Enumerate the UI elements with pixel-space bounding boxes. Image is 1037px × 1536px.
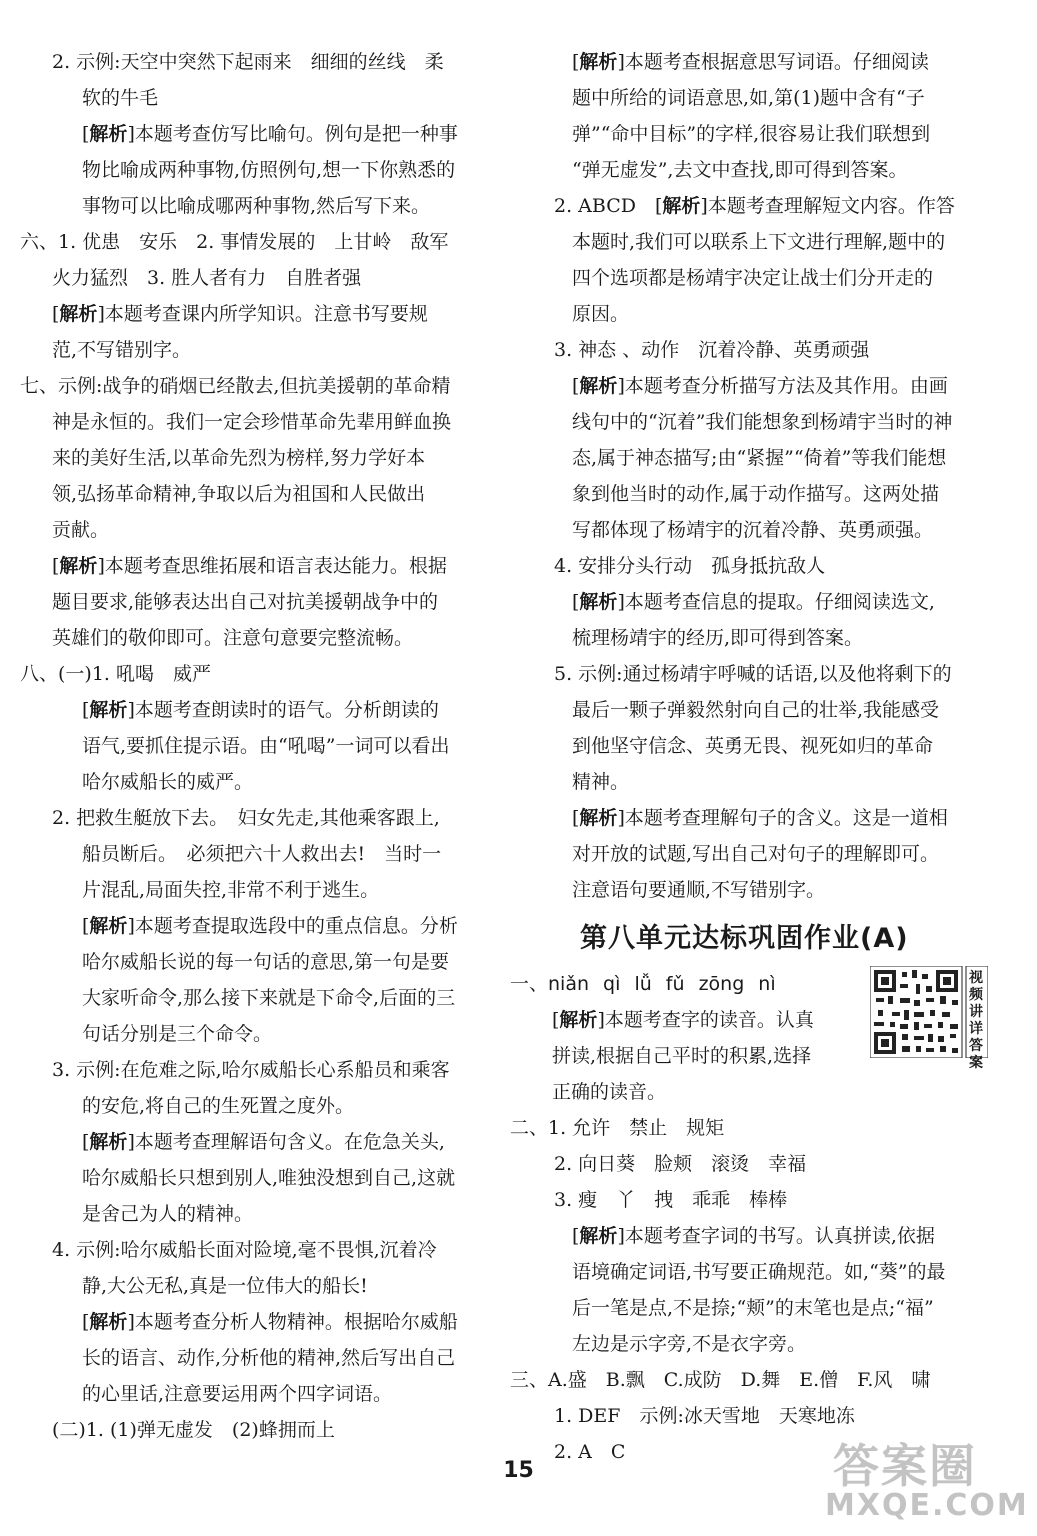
line-text: 本题考查分析描写方法及其作用。由画: [624, 375, 948, 397]
text-line: [572, 728, 933, 764]
line-text: 贡献。: [52, 519, 110, 541]
text-line: [554, 1182, 787, 1218]
text-line: [554, 1146, 806, 1182]
text-line: [解析]本题考查字的读音。认真: [552, 1009, 814, 1031]
analysis-label: 解析: [89, 699, 128, 721]
text-line: [20, 368, 450, 404]
text-line: [52, 44, 444, 80]
line-text: 大家听命令,那么接下来就是下命令,后面的三: [82, 987, 456, 1009]
line-text: 后一笔是点,不是捺;“颊”的末笔也是点;“福”: [572, 1297, 934, 1319]
text-line: [20, 656, 211, 692]
line-text: 八、(一)1. 吼喝 威严: [20, 663, 211, 685]
text-line: [572, 116, 930, 152]
line-text: 本题考查信息的提取。仔细阅读选文,: [624, 591, 935, 613]
line-text: 静,大公无私,真是一位伟大的船长!: [82, 1275, 368, 1297]
line-text: 精神。: [572, 771, 630, 793]
text-line: [82, 764, 253, 800]
text-line: [554, 1398, 855, 1434]
line-text: (二)1. (1)弹无虚发 (2)蜂拥而上: [52, 1419, 335, 1441]
line-text: 六、1. 优患 安乐 2. 事情发展的 上甘岭 敌军: [20, 231, 449, 253]
analysis-label: 解析: [89, 915, 128, 937]
line-text: 哈尔威船长的威严。: [82, 771, 254, 793]
text-line: [510, 1362, 930, 1398]
line-text: 4. 示例:哈尔威船长面对险境,毫不畏惧,沉着冷: [52, 1239, 437, 1261]
line-text: 态,属于神态描写;由“紧握”“倚着”等我们能想: [572, 447, 947, 469]
analysis-label: 解析: [59, 303, 98, 325]
text-line: [572, 836, 939, 872]
text-line: [52, 800, 440, 836]
line-text: 线句中的“沉着”我们能想象到杨靖宇当时的神: [572, 411, 953, 433]
text-line: [解析]本题考查仿写比喻句。例句是把一种事: [82, 123, 458, 145]
text-line: [解析]本题考查提取选段中的重点信息。分析: [82, 915, 458, 937]
text-line: [82, 836, 441, 872]
text-line: [82, 1268, 368, 1304]
line-text: 3. 示例:在危难之际,哈尔威船长心系船员和乘客: [52, 1059, 450, 1081]
watermark-logo-text: 答案圈: [833, 1439, 977, 1493]
line-text: 船员断后。 必须把六十人救出去! 当时一: [82, 843, 442, 865]
line-text: 领,弘扬革命精神,争取以后为祖国和人民做出: [52, 483, 426, 505]
line-text: 本题考查字的读音。认真: [604, 1009, 814, 1031]
text-line: [解析]本题考查信息的提取。仔细阅读选文,: [572, 591, 935, 613]
line-text: 神是永恒的。我们一定会珍惜革命先辈用鲜血换: [52, 411, 452, 433]
line-text: 本题考查理解句子的含义。这是一道相: [624, 807, 948, 829]
line-text: 3. 神态 、动作 沉着冷静、英勇顽强: [554, 339, 870, 361]
watermark: [817, 1430, 1027, 1530]
line-text: 的安危,将自己的生死置之度外。: [82, 1095, 355, 1117]
analysis-label: 解析: [89, 1131, 128, 1153]
line-text: 梳理杨靖宇的经历,即可得到答案。: [572, 627, 864, 649]
text-line: [572, 764, 629, 800]
line-text: 拼读,根据自己平时的积累,选择: [552, 1045, 812, 1067]
text-line: [82, 980, 455, 1016]
line-text: 片混乱,局面失控,非常不利于逃生。: [82, 879, 380, 901]
text-line: [解析]本题考查课内所学知识。注意书写要规: [52, 303, 428, 325]
text-line: [572, 152, 908, 188]
text-line: [52, 440, 425, 476]
line-text: 最后一颗子弹毅然射向自己的壮举,我能感受: [572, 699, 940, 721]
line-text: 本题考查课内所学知识。注意书写要规: [104, 303, 428, 325]
text-line: [52, 332, 191, 368]
text-line: [52, 476, 425, 512]
line-text: 弹”“命中目标”的字样,很容易让我们联想到: [572, 123, 931, 145]
line-text: 1. DEF 示例:冰天雪地 天寒地冻: [554, 1405, 855, 1427]
line-text: 象到他当时的动作,属于动作描写。这两处描: [572, 483, 940, 505]
line-text: 英雄们的敬仰即可。注意句意要完整流畅。: [52, 627, 414, 649]
analysis-label: 解析: [579, 1225, 618, 1247]
text-line: [510, 966, 776, 1002]
text-line: [20, 224, 448, 260]
line-text: 语气,要抓住提示语。由“吼喝”一词可以看出: [82, 735, 450, 757]
line-text: 火力猛烈 3. 胜人者有力 自胜者强: [52, 267, 362, 289]
text-line: [572, 692, 939, 728]
analysis-label: 解析: [89, 123, 128, 145]
line-text: 一、: [510, 973, 549, 995]
text-line: [572, 80, 925, 116]
analysis-label: 解析: [579, 375, 618, 397]
line-text: 本题考查根据意思写词语。仔细阅读: [624, 51, 929, 73]
analysis-label: 解析: [579, 591, 618, 613]
line-text: 2. 向日葵 脸颊 滚烫 幸福: [554, 1153, 807, 1175]
line-text: 本题考查字词的书写。认真拼读,依据: [624, 1225, 935, 1247]
line-text: 长的语言、动作,分析他的精神,然后写出自己: [82, 1347, 456, 1369]
line-text: 物比喻成两种事物,仿照例句,想一下你熟悉的: [82, 159, 456, 181]
text-line: 2. ABCD [解析]本题考查理解短文内容。作答: [554, 195, 955, 217]
text-line: [解析]本题考查分析人物精神。根据哈尔威船: [82, 1311, 458, 1333]
analysis-label: 解析: [662, 195, 701, 217]
line-text: 原因。: [572, 303, 630, 325]
line-text: 七、示例:战争的硝烟已经散去,但抗美援朝的革命精: [20, 375, 451, 397]
text-line: [552, 1074, 666, 1110]
text-line: [解析]本题考查思维拓展和语言表达能力。根据: [52, 555, 447, 577]
text-line: [572, 224, 945, 260]
text-line: [572, 620, 863, 656]
text-line: [82, 872, 379, 908]
text-line: [52, 404, 451, 440]
text-line: [82, 1376, 392, 1412]
text-line: [82, 1196, 253, 1232]
text-line: [554, 332, 869, 368]
line-text: 哈尔威船长说的每一句话的意思,第一句是要: [82, 951, 450, 973]
text-line: [解析]本题考查根据意思写词语。仔细阅读: [572, 51, 929, 73]
text-line: [82, 1160, 455, 1196]
text-line: [解析]本题考查字词的书写。认真拼读,依据: [572, 1225, 935, 1247]
line-text: 到他坚守信念、英勇无畏、视死如归的革命: [572, 735, 934, 757]
text-line: [572, 1254, 946, 1290]
text-line: [82, 728, 449, 764]
section-title: 第八单元达标巩固作业(A): [580, 923, 909, 954]
line-text: 二、1. 允许 禁止 规矩: [510, 1117, 725, 1139]
line-text: 本题考查朗读时的语气。分析朗读的: [134, 699, 439, 721]
line-text: 范,不写错别字。: [52, 339, 192, 361]
text-line: [解析]本题考查理解句子的含义。这是一道相: [572, 807, 948, 829]
line-text: 4. 安排分头行动 孤身抵抗敌人: [554, 555, 826, 577]
line-text: 句话分别是三个命令。: [82, 1023, 273, 1045]
text-line: [解析]本题考查理解语句含义。在危急关头,: [82, 1131, 445, 1153]
line-text: 题中所给的词语意思,如,第(1)题中含有“子: [572, 87, 925, 109]
text-line: [解析]本题考查分析描写方法及其作用。由画: [572, 375, 948, 397]
text-line: [82, 152, 455, 188]
line-text: 2. A C: [554, 1441, 626, 1463]
analysis-label: 解析: [559, 1009, 598, 1031]
line-text: “弹无虚发”,去文中查找,即可得到答案。: [572, 159, 908, 181]
line-text: 2. 把救生艇放下去。 妇女先走,其他乘客跟上,: [52, 807, 440, 829]
analysis-label: 解析: [59, 555, 98, 577]
analysis-label: 解析: [579, 807, 618, 829]
line-text: 5. 示例:通过杨靖宇呼喊的话语,以及他将剩下的: [554, 663, 952, 685]
line-text: 注意语句要通顺,不写错别字。: [572, 879, 826, 901]
text-line: [572, 512, 933, 548]
line-text: 左边是示字旁,不是衣字旁。: [572, 1333, 807, 1355]
line-text: 本题考查思维拓展和语言表达能力。根据: [104, 555, 447, 577]
page-number: 15: [503, 1458, 534, 1483]
line-text: 事物可以比喻成哪两种事物,然后写下来。: [82, 195, 431, 217]
text-line: [572, 260, 933, 296]
text-line: [572, 476, 939, 512]
text-line: [82, 1340, 455, 1376]
line-text: 2. 示例:天空中突然下起雨来 细细的丝线 柔: [52, 51, 444, 73]
text-line: [554, 656, 952, 692]
text-line: [52, 1232, 437, 1268]
text-line: [52, 260, 361, 296]
text-line: [82, 188, 430, 224]
text-line: [52, 512, 109, 548]
text-line: [552, 1038, 811, 1074]
text-line: [572, 1290, 934, 1326]
text-line: [572, 296, 629, 332]
line-text: 本题考查仿写比喻句。例句是把一种事: [134, 123, 458, 145]
line-text: 三、A.盛 B.飘 C.成防 D.舞 E.僧 F.风 啸: [510, 1369, 931, 1391]
text-line: [572, 404, 952, 440]
line-text: 本题考查理解短文内容。作答: [707, 195, 955, 217]
text-line: [解析]本题考查朗读时的语气。分析朗读的: [82, 699, 439, 721]
line-text: 本题考查理解语句含义。在危急关头,: [134, 1131, 445, 1153]
line-text: 语境确定词语,书写要正确规范。如,“葵”的最: [572, 1261, 946, 1283]
line-text: 四个选项都是杨靖宇决定让战士们分开走的: [572, 267, 934, 289]
text-line: [82, 80, 158, 116]
line-text: 3. 瘦 丫 拽 乖乖 棒棒: [554, 1189, 788, 1211]
text-line: [554, 548, 825, 584]
qr-label: 视频讲详答案: [969, 970, 983, 1071]
text-line: [52, 584, 438, 620]
analysis-label: 解析: [89, 1311, 128, 1333]
text-line: [510, 1110, 724, 1146]
text-line: [52, 1052, 450, 1088]
text-line: [82, 944, 449, 980]
text-line: [82, 1016, 272, 1052]
line-text: 2. ABCD: [554, 195, 655, 217]
text-line: [82, 1088, 354, 1124]
line-text: 哈尔威船长只想到别人,唯独没想到自己,这就: [82, 1167, 456, 1189]
text-line: [572, 440, 946, 476]
text-line: [52, 620, 413, 656]
line-text: 来的美好生活,以革命先烈为榜样,努力学好本: [52, 447, 426, 469]
line-text: 写都体现了杨靖宇的沉着冷静、英勇顽强。: [572, 519, 934, 541]
pinyin-answer: niǎn qì lǚ fǔ zōng nì: [548, 973, 776, 995]
qr-code[interactable]: [870, 966, 988, 1071]
line-text: 是舍己为人的精神。: [82, 1203, 254, 1225]
line-text: 题目要求,能够表达出自己对抗美援朝战争中的: [52, 591, 439, 613]
text-line: [572, 872, 825, 908]
text-line: [52, 1412, 335, 1448]
text-line: [572, 1326, 806, 1362]
line-text: 的心里话,注意要运用两个四字词语。: [82, 1383, 393, 1405]
line-text: 对开放的试题,写出自己对句子的理解即可。: [572, 843, 940, 865]
line-text: 本题考查提取选段中的重点信息。分析: [134, 915, 458, 937]
line-text: 软的牛毛: [82, 87, 159, 109]
line-text: 本题考查分析人物精神。根据哈尔威船: [134, 1311, 458, 1333]
watermark-url: MXQE.COM: [825, 1488, 1029, 1523]
line-text: 本题时,我们可以联系上下文进行理解,题中的: [572, 231, 946, 253]
analysis-label: 解析: [579, 51, 618, 73]
line-text: 正确的读音。: [552, 1081, 667, 1103]
